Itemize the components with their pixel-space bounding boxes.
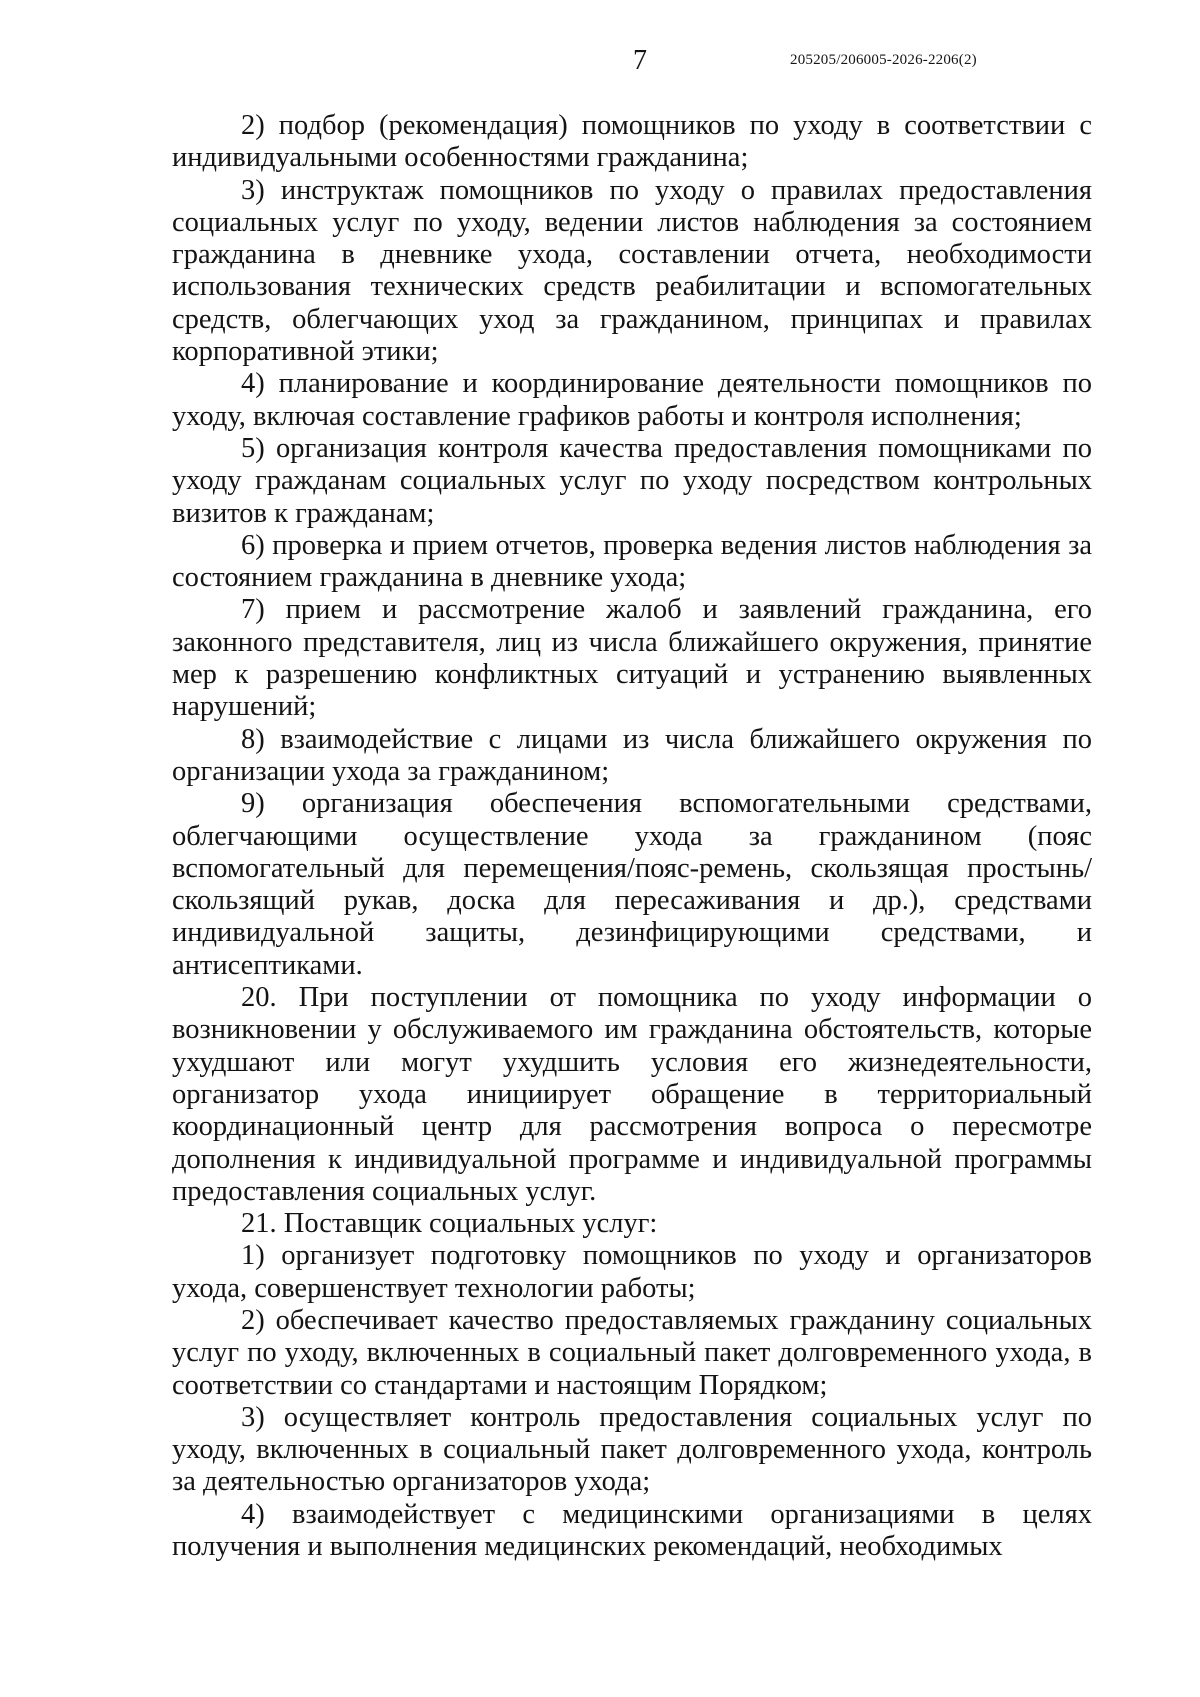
paragraph-item-5: 5) организация контроля качества предоставления помощниками по уходу гражданам социальных услуг по уходу посредством контрольных визитов к гражданам; bbox=[172, 432, 1092, 529]
paragraph-clause-21-item-2: 2) обеспечивает качество предоставляемых гражданину социальных услуг по уходу, включенных в социальный пакет долговременного ухода, в соответствии со стандартами и настоящим Порядком; bbox=[172, 1304, 1092, 1401]
paragraph-item-3: 3) инструктаж помощников по уходу о правилах предоставления социальных услуг по уходу, ведении листов наблюдения за состоянием гражданина в дневнике ухода, составлении отчета, необходимости использования технических средств реабилитации и вспомогательных средств, облегчающих уход за гражданином, принципах и правилах корпоративной этики; bbox=[172, 174, 1092, 368]
paragraph-clause-21-item-1: 1) организует подготовку помощников по уходу и организаторов ухода, совершенствует технологии работы; bbox=[172, 1240, 1092, 1304]
paragraph-item-4: 4) планирование и координирование деятельности помощников по уходу, включая составление графиков работы и контроля исполнения; bbox=[172, 368, 1092, 432]
paragraph-clause-21-item-4: 4) взаимодействует с медицинскими организациями в целях получения и выполнения медицинских рекомендаций, необходимых bbox=[172, 1498, 1092, 1563]
page-number: 7 bbox=[633, 45, 647, 76]
document-id: 205205/206005-2026-2206(2) bbox=[790, 52, 977, 68]
document-body bbox=[172, 110, 1092, 1563]
paragraph-item-6: 6) проверка и прием отчетов, проверка ведения листов наблюдения за состоянием гражданина в дневнике ухода; bbox=[172, 529, 1092, 594]
paragraph-clause-20: 20. При поступлении от помощника по уходу информации о возникновении у обслуживаемого им гражданина обстоятельств, которые ухудшают или могут ухудшить условия его жизнедеятельности, организатор ухода инициирует обращение в территориальный координационный центр для рассмотрения вопроса о пересмотре дополнения к индивидуальной программе и индивидуальной программы предоставления социальных услуг. bbox=[172, 982, 1092, 1207]
paragraph-item-9: 9) организация обеспечения вспомогательными средствами, облегчающими осуществление ухода за гражданином (пояс вспомогательный для перемещения/пояс-ремень, скользящая простынь/скользящий рукав, доска для пересаживания и др.), средствами индивидуальной защиты, дезинфицирующими средствами, и антисептиками. bbox=[172, 788, 1092, 981]
paragraph-item-7: 7) прием и рассмотрение жалоб и заявлений гражданина, его законного представителя, лиц из числа ближайшего окружения, принятие мер к разрешению конфликтных ситуаций и устранению выявленных нарушений; bbox=[172, 594, 1092, 723]
paragraph-item-2: 2) подбор (рекомендация) помощников по уходу в соответствии с индивидуальными особенностями гражданина; bbox=[172, 110, 1092, 174]
paragraph-clause-21-item-3: 3) осуществляет контроль предоставления социальных услуг по уходу, включенных в социальный пакет долговременного ухода, контроль за деятельностью организаторов ухода; bbox=[172, 1401, 1092, 1498]
paragraph-item-8: 8) взаимодействие с лицами из числа ближайшего окружения по организации ухода за гражданином; bbox=[172, 723, 1092, 787]
paragraph-clause-21: 21. Поставщик социальных услуг: bbox=[241, 1208, 658, 1240]
